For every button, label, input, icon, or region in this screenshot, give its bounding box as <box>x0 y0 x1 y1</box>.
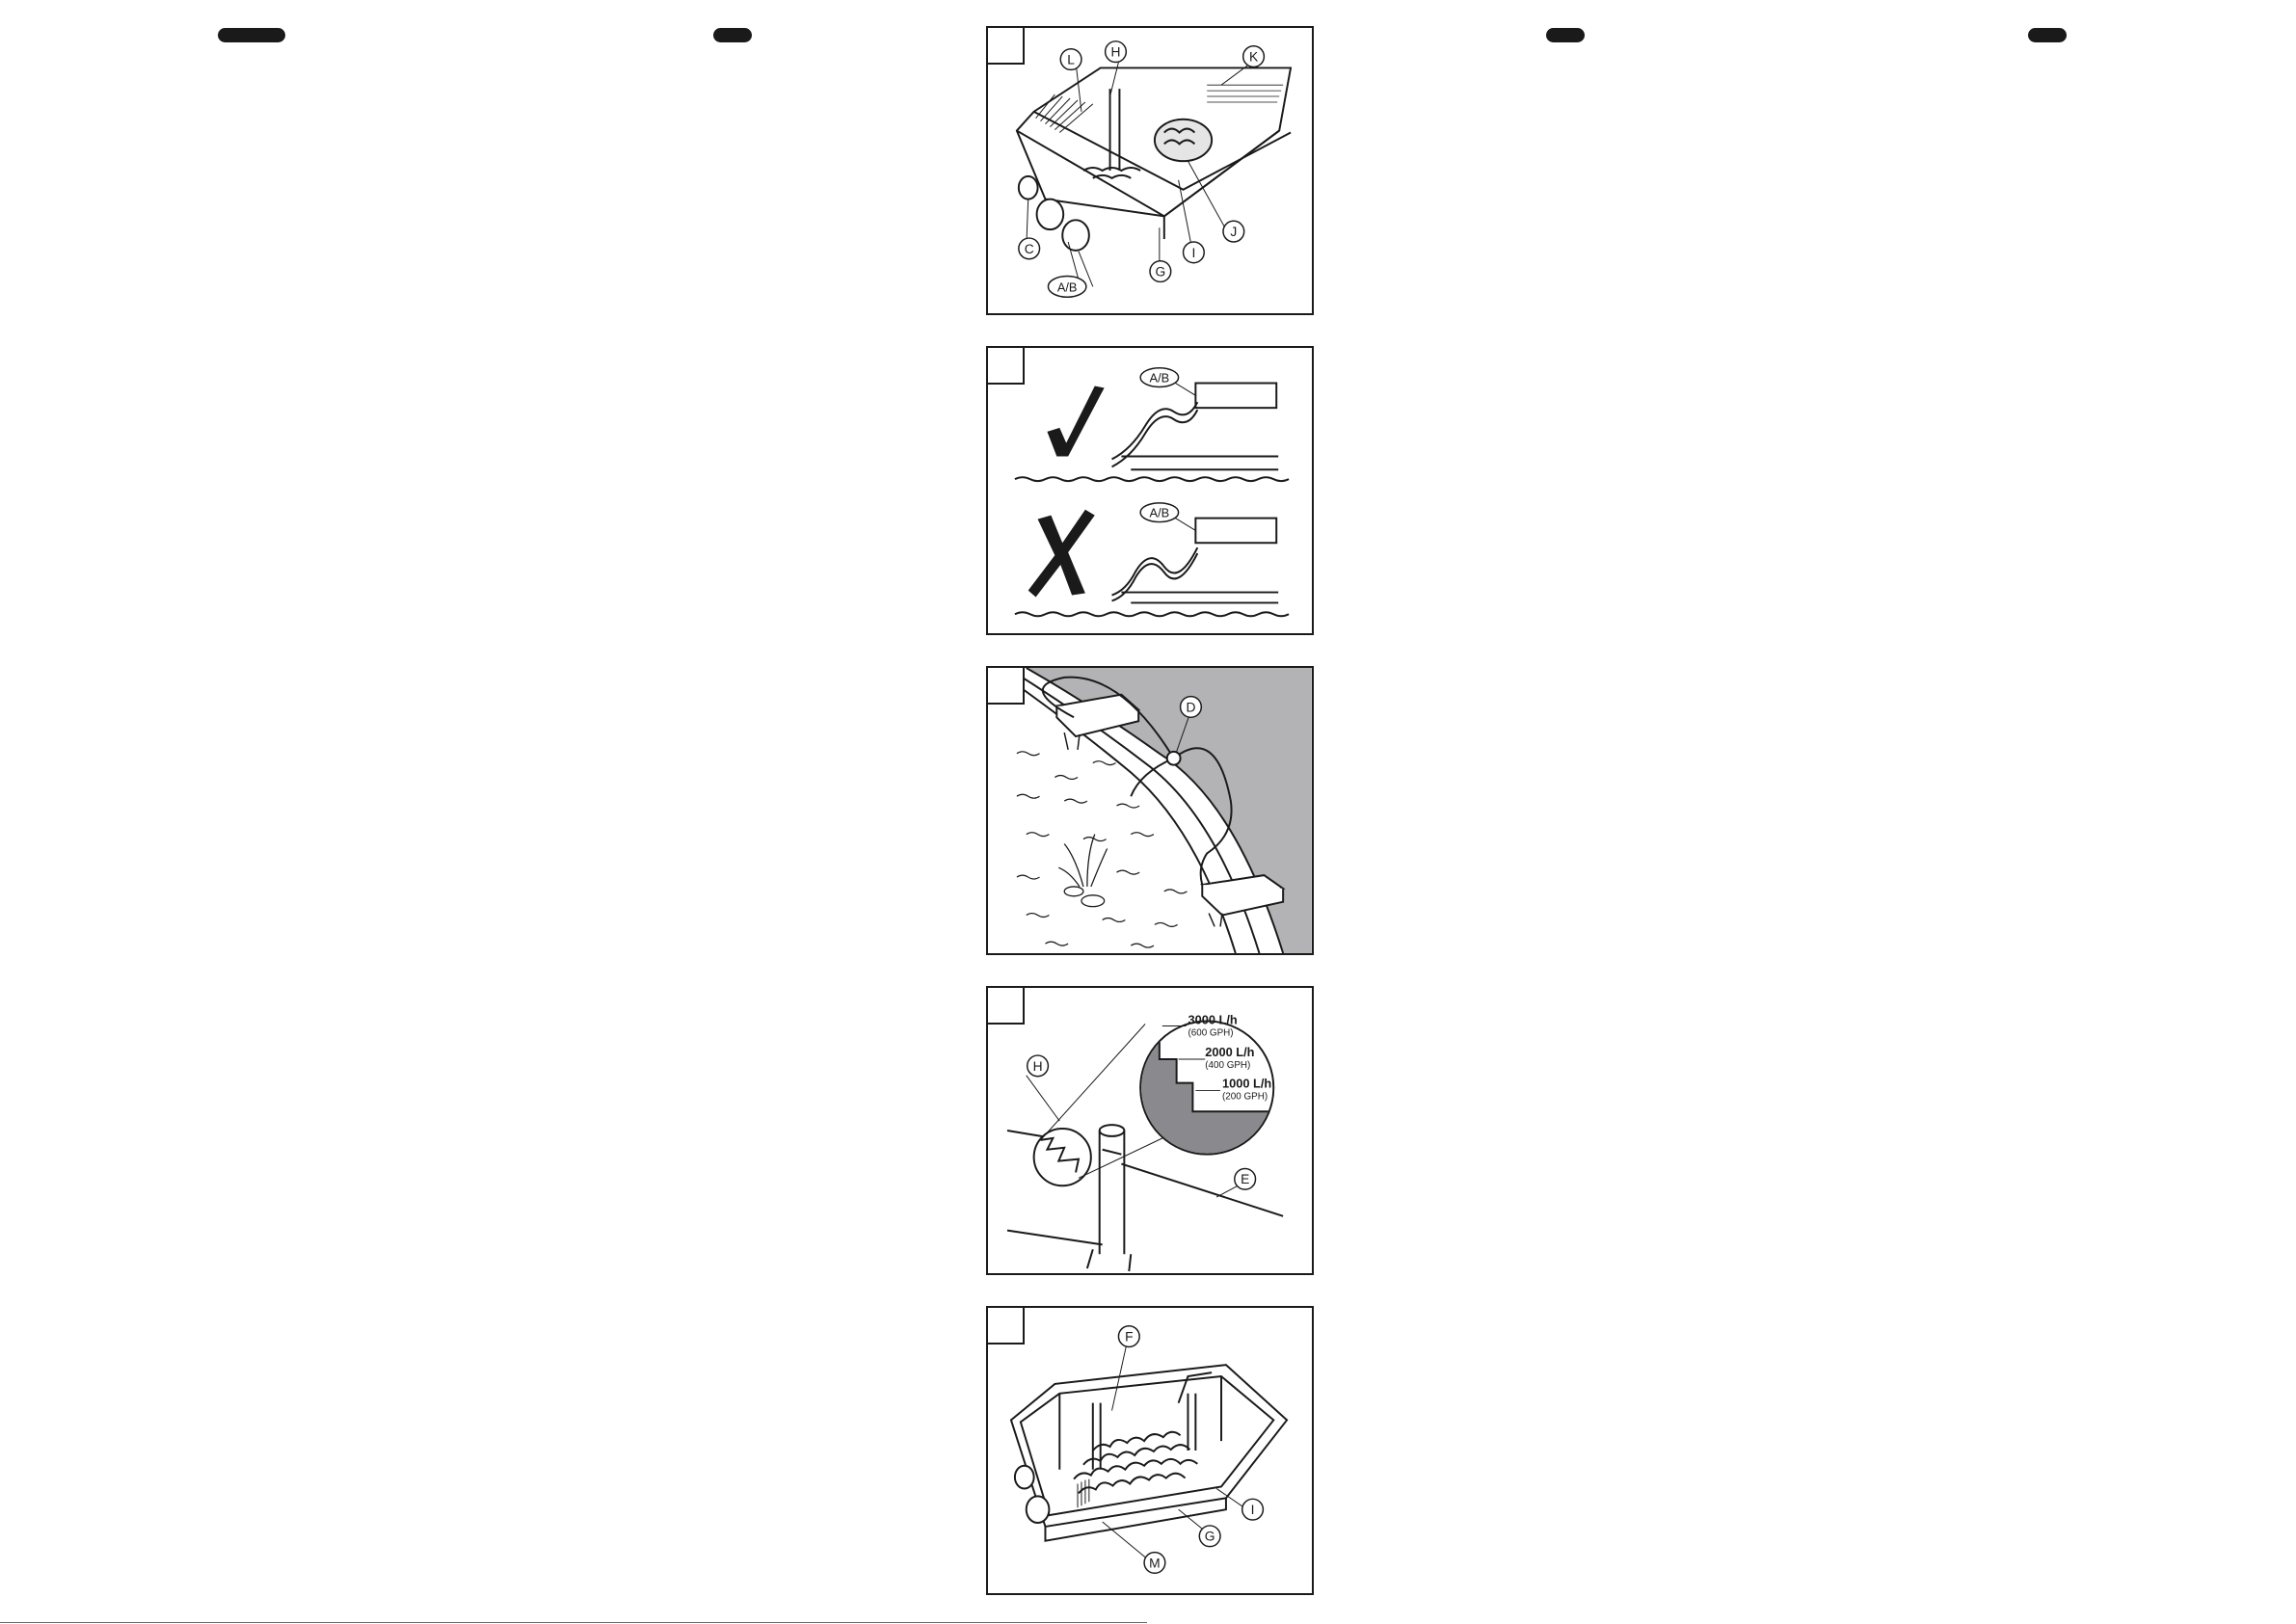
flow-rate-1000: 1000 L/h <box>1221 1076 1272 1091</box>
flow-rate-600gph: (600 GPH) <box>1188 1027 1234 1039</box>
flow-rate-2000: 2000 L/h <box>1205 1045 1255 1060</box>
cross-icon <box>1028 510 1095 598</box>
flow-rate-3000: 3000 L/h <box>1188 1012 1238 1027</box>
label-M: M <box>1149 1555 1161 1571</box>
label-E: E <box>1241 1171 1250 1187</box>
page-marker-top-left <box>218 28 285 42</box>
label-D: D <box>1186 699 1196 715</box>
flow-rate-200gph: (200 GPH) <box>1221 1091 1268 1103</box>
flow-rate-400gph: (400 GPH) <box>1205 1059 1251 1071</box>
checkmark-icon <box>1047 386 1104 456</box>
label-G: G <box>1204 1528 1215 1544</box>
label-H: H <box>1032 1057 1043 1074</box>
label-K: K <box>1248 48 1259 65</box>
figure-5-drawing <box>988 1308 1312 1593</box>
page-bottom-rule <box>0 1622 1147 1623</box>
label-A-B: A/B <box>1056 280 1078 295</box>
label-I: I <box>1250 1502 1255 1518</box>
figure-2-drawing <box>988 348 1312 633</box>
figure-4-flow-adjustment <box>986 986 1314 1275</box>
figure-2-hose-routing <box>986 346 1314 635</box>
label-I: I <box>1191 244 1196 260</box>
figure-5-filter-interior <box>986 1306 1314 1595</box>
connector-D <box>1167 752 1181 765</box>
page-marker-top-right-2 <box>2028 28 2067 42</box>
figure-1-drawing <box>988 28 1312 313</box>
figure-3-pond-setup <box>986 666 1314 955</box>
page-marker-top-left-2 <box>713 28 752 42</box>
label-A-B-incorrect: A/B <box>1149 505 1170 520</box>
label-J: J <box>1230 224 1238 240</box>
label-G: G <box>1155 263 1166 280</box>
label-H: H <box>1110 43 1121 60</box>
page-marker-top-right-1 <box>1546 28 1585 42</box>
figure-number-box <box>988 668 1025 705</box>
figure-3-drawing <box>988 668 1312 953</box>
label-A-B-correct: A/B <box>1149 370 1170 386</box>
label-C: C <box>1024 240 1034 256</box>
figure-4-drawing <box>988 988 1312 1273</box>
label-F: F <box>1125 1328 1134 1344</box>
pond-plant-icon <box>1058 835 1107 907</box>
label-L: L <box>1067 51 1075 67</box>
figure-1-filter-overview <box>986 26 1314 315</box>
